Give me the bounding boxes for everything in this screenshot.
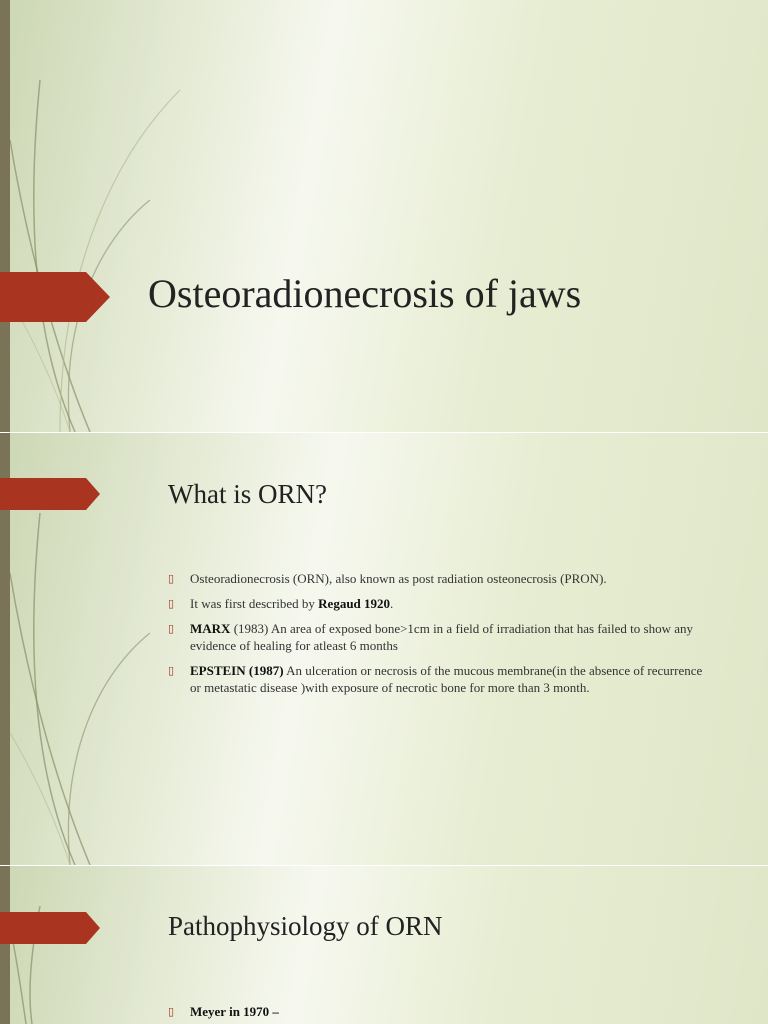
heading-arrow-marker	[0, 912, 100, 944]
bullet-bold-text: EPSTEIN (1987)	[190, 663, 284, 678]
left-accent-bar	[0, 0, 10, 432]
slide-heading: Pathophysiology of ORN	[168, 911, 443, 941]
bullet-text: Osteoradionecrosis (ORN), also known as post radiation osteonecrosis (PRON).	[190, 571, 607, 586]
left-accent-bar	[0, 866, 10, 1024]
bullet-item	[168, 570, 708, 587]
bullet-square-icon: ▯	[168, 664, 175, 677]
bullet-bold-text: Meyer in 1970 –	[190, 1004, 279, 1019]
slide-pathophysiology	[0, 866, 768, 1024]
bullet-item	[168, 662, 708, 696]
slide-what-is-orn	[0, 433, 768, 865]
slide-heading: What is ORN?	[168, 479, 327, 509]
bullet-text: It was first described by	[190, 596, 319, 611]
bullet-list	[168, 1003, 708, 1024]
bullet-item	[168, 1003, 708, 1020]
bullet-item	[168, 620, 708, 654]
bullet-text-suffix: .	[390, 596, 394, 611]
bullet-text: (1983) An area of exposed bone>1cm in a field of irradiation that has failed to show any evidence of healing for atleast 6 months	[190, 621, 693, 653]
bullet-square-icon: ▯	[168, 597, 175, 610]
bullet-bold-text: Regaud 1920	[318, 596, 391, 611]
heading-arrow-marker	[0, 478, 100, 510]
bullet-list	[168, 570, 708, 704]
bullet-square-icon: ▯	[168, 622, 175, 635]
bullet-text: An ulceration or necrosis of the mucous membrane(in the absence of recurrence or metastatic disease )with exposure of necrotic bone for more than 3 month.	[190, 663, 703, 695]
decorative-swoosh	[0, 866, 200, 1024]
decorative-swoosh	[0, 0, 200, 432]
bullet-square-icon: ▯	[168, 1005, 175, 1018]
slide-title-text: Osteoradionecrosis of jaws	[148, 271, 582, 316]
bullet-item	[168, 595, 708, 612]
bullet-square-icon: ▯	[168, 572, 175, 585]
slide-title	[0, 0, 768, 432]
bullet-bold-text: MARX	[190, 621, 231, 636]
